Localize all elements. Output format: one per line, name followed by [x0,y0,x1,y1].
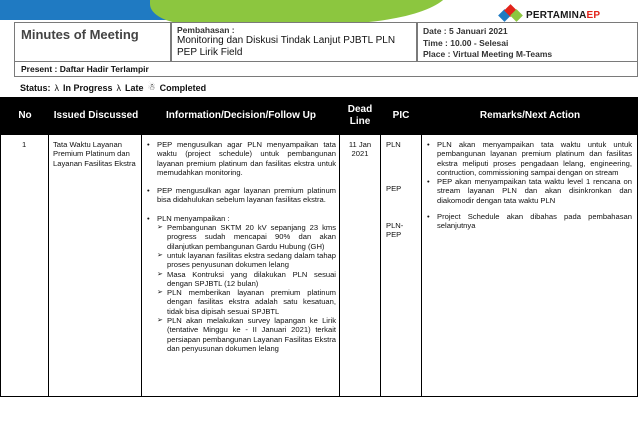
topic-box [171,22,417,62]
column-divider [339,135,340,397]
header-deadline: Dead Line [347,104,373,127]
info-subitem: ➢ untuk layanan fasilitas ekstra sedang dalam tahap proses penyusunan dokumen lelang [157,250,336,270]
in-progress-icon: λ [54,82,60,93]
remark-item: • Project Schedule akan dibahas pada pembahasan selanjutnya [427,212,632,231]
header-remarks: Remarks/Next Action [479,110,581,121]
remark-item: • PLN akan menyampaikan tata waktu untuk untuk pembangunan layanan premium platinum dan fasilitas ekstra meliputi proses pengadaan lelang, engineering, contruction, commissioning sampai dengan on stream [427,140,632,177]
present-line: Present : Daftar Hadir Terlampir [14,62,638,77]
info-item: • PEP mengusulkan agar PLN menyampaikan tata waktu (project schedule) untuk pembangunan layanan premium platinum dan fasilitas ekstra untuk memudahkan monitoring. [147,140,336,177]
late-icon: λ [116,82,122,93]
column-divider [421,135,422,397]
table-border [0,135,1,397]
topic-value: Monitoring dan Diskusi Tindak Lanjut PJBTL PLN PEP Lirik Field [177,35,396,58]
meeting-place: Place : Virtual Meeting M-Teams [423,49,553,59]
status-prefix: Status: [20,82,51,93]
page-title: Minutes of Meeting [21,27,139,42]
info-subitem: ➢ PLN akan melakukan survey lapangan ke Lirik (tentative Minggu ke - II Januari 2021) terkait persiapan pembangunan Layanan Fasilitas Ekstra dan penyusunan dokumen lelang [157,316,336,353]
completed-icon: ☃ [147,82,156,92]
header-info: Information/Decision/Follow Up [166,110,316,121]
column-divider [48,135,49,397]
pic-item: PLN [386,140,401,149]
title-box [14,22,171,62]
status-late: Late [125,82,144,93]
row-remarks [425,140,632,240]
info-item: • PEP mengusulkan agar layanan premium platinum bisa didahulukan sebelum layanan fasilitas ekstra. [147,186,336,205]
info-subitem: ➢ Pembangunan SKTM 20 kV sepanjang 23 kms progress sudah mencapai 90% dan akan dilanjutkan pembangunan Gardu Hubung (GH) [157,223,336,251]
column-divider [380,135,381,397]
header-issued: Issued Discussed [53,110,139,121]
meeting-time: Time : 10.00 - Selesai [423,37,509,48]
table-header [0,97,638,135]
info-subitem: ➢ PLN memberikan layanan premium platinum dengan fasilitas ekstra adalah satu kesatuan, tidak bisa dipisah sesuai SPJBTL [157,288,336,316]
pic-item: PEP [386,184,402,193]
band-green-shape [150,0,450,24]
header-no: No [18,110,32,121]
row-deadline: 11 Jan 2021 [348,140,372,159]
logo-text: PERTAMINAEP [526,9,601,21]
meeting-date: Date : 5 Januari 2021 [423,26,508,36]
column-divider [141,135,142,397]
header-pic: PIC [392,110,410,121]
status-legend [20,82,206,93]
status-in-progress: In Progress [63,82,113,93]
table-bottom-border [0,396,638,397]
remark-item: • PEP akan menyampaikan tata waktu level 1 rencana on stream layanan PLN dan akan disinkronkan dan diakomodir dengan tata waktu PLN [427,177,632,205]
row-no: 1 [22,140,27,149]
pic-item: PLN-PEP [386,221,404,240]
topic-label: Pembahasan : [177,25,235,35]
row-info [145,140,336,353]
info-item: • PLN menyampaikan : ➢ Pembangunan SKTM 20 kV sepanjang 23 kms progress sudah mencapai 90% dan akan dilanjutkan pembangunan Gardu Hubung (GH) ➢ untuk layanan fasilitas ekstra sedang dalam tahap proses penyusunan dokumen lelang ➢ Masa Kontruksi yang dilakukan PLN sesuai dengan SPJBTL (12 bulan) ➢ PLN memberikan layanan premium platinum dengan fasilitas ekstra adalah satu kesatuan, tidak bisa dipisah sesuai SPJBTL ➢ PLN akan melakukan survey lapangan ke Lirik (tentative Minggu ke - II Januari 2021) terkait persiapan pembangunan Layanan Fasilitas Ekstra dan penyusunan dokumen lelang [147,213,336,353]
row-issued: Tata Waktu Layanan Premium Platinum dan Layanan Fasilitas Ekstra [53,140,136,168]
meeting-meta-box [417,22,638,62]
info-subitem: ➢ Masa Kontruksi yang dilakukan PLN sesuai dengan SPJBTL (12 bulan) [157,269,336,288]
status-completed: Completed [159,82,207,93]
